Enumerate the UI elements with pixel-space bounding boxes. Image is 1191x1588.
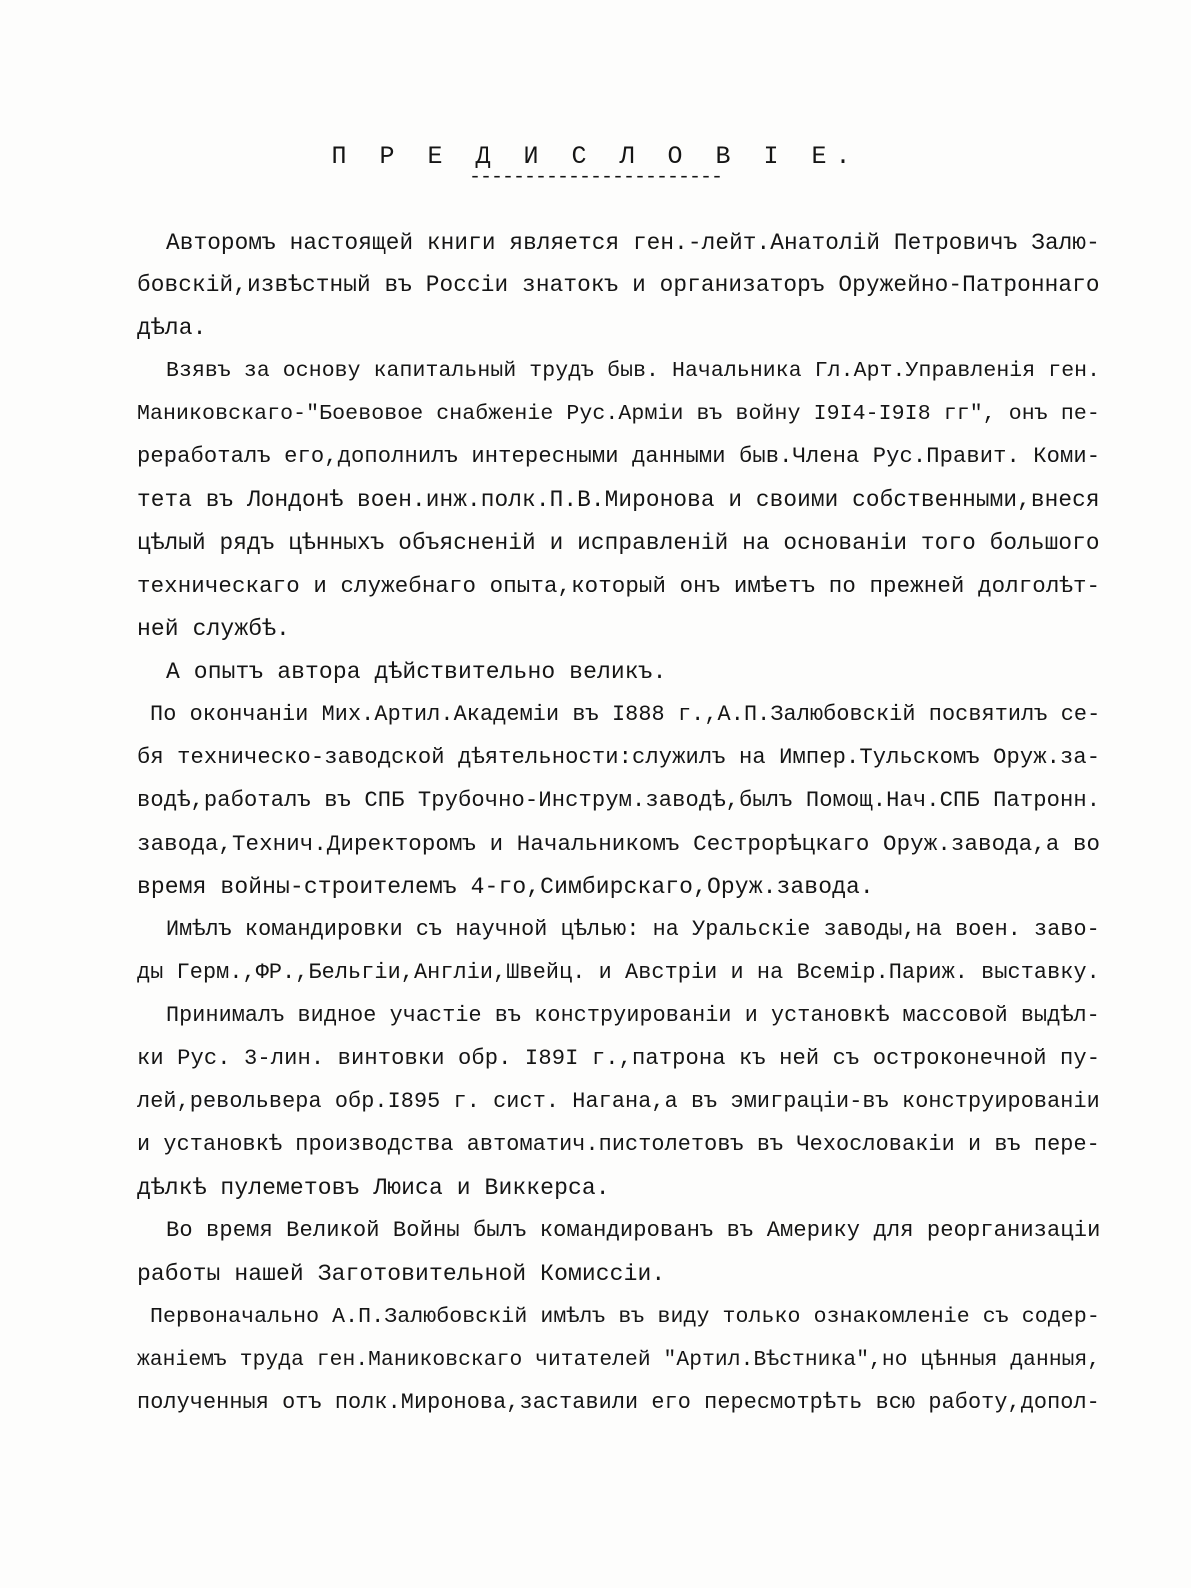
text-line: Авторомъ настоящей книги является ген.-лейт.Анатолій Петровичъ Залю- xyxy=(166,230,1100,256)
text-line: завода,Технич.Директоромъ и Начальникомъ Сестрорѣцкаго Оруж.завода,а во xyxy=(137,831,1101,857)
text-line: дѣлкѣ пулеметовъ Люиса и Виккерса. xyxy=(137,1175,610,1201)
text-line: Маниковскаго-"Боевовое снабженіе Рус.Арміи въ войну I9I4-I9I8 гг", онъ пе- xyxy=(137,402,1100,426)
text-line: лей,револьвера обр.I895 г. сист. Нагана,а въ эмиграціи-въ конструированіи xyxy=(137,1089,1100,1114)
text-line: время войны-строителемъ 4-го,Симбирскаго,Оруж.завода. xyxy=(137,874,874,900)
text-line: А опытъ автора дѣйствительно великъ. xyxy=(166,659,667,685)
text-line: По окончаніи Мих.Артил.Академіи въ I888 г.,А.П.Залюбовскій посвятилъ се- xyxy=(150,702,1101,727)
text-line: Принималъ видное участіе въ конструированіи и установкѣ массовой выдѣл- xyxy=(166,1003,1100,1028)
text-line: Имѣлъ командировки съ научной цѣлью: на Уральскіе заводы,на воен. заво- xyxy=(166,917,1100,942)
title-underline: ----------------------- xyxy=(468,166,723,189)
text-line: работы нашей Заготовительной Комиссіи. xyxy=(137,1261,666,1287)
text-line: дѣла. xyxy=(137,315,207,341)
text-line: ды Герм.,ФР.,Бельгіи,Англіи,Швейц. и Австріи и на Всеміp.Париж. выставку. xyxy=(137,960,1100,985)
text-line: Во время Великой Войны былъ командированъ въ Америку для реорганизаціи xyxy=(166,1218,1101,1243)
text-line: бовскій,извѣстный въ Россіи знатокъ и организаторъ Оружейно-Патроннаго xyxy=(137,272,1100,298)
text-line: жаніемъ труда ген.Маниковскаго читателей "Артил.Вѣстника",но цѣнныя данныя, xyxy=(137,1348,1101,1372)
text-line: ки Рус. 3-лин. винтовки обр. I89I г.,патрона къ ней съ остроконечной пу- xyxy=(137,1046,1101,1071)
text-line: реработалъ его,дополнилъ интересными данными быв.Члена Рус.Правит. Коми- xyxy=(137,444,1101,469)
text-line: цѣлый рядъ цѣнныхъ объясненій и исправленій на основаніи того большого xyxy=(137,530,1100,556)
text-line: и установкѣ производства автоматич.пистолетовъ въ Чехословакіи и въ пере- xyxy=(137,1132,1100,1157)
text-line: техническаго и служебнаго опыта,который онъ имѣетъ по прежней долголѣт- xyxy=(137,573,1101,599)
text-line: Взявъ за основу капитальный трудъ быв. Начальника Гл.Арт.Управленія ген. xyxy=(166,359,1101,383)
page-title: П Р Е Д И С Л О В І Е. xyxy=(331,142,860,171)
text-line: водѣ,работалъ въ СПБ Трубочно-Инструм.заводѣ,былъ Помощ.Нач.СПБ Патронн. xyxy=(137,788,1101,813)
text-line: Первоначально А.П.Залюбовскій имѣлъ въ виду только ознакомленіе съ содер- xyxy=(150,1305,1100,1329)
text-line: ней службѣ. xyxy=(137,616,290,642)
text-line: бя техническо-заводской дѣятельности:служилъ на Импер.Тульскомъ Оруж.за- xyxy=(137,745,1101,770)
text-line: полученныя отъ полк.Миронова,заставили его пересмотрѣть всю работу,допол- xyxy=(137,1390,1100,1415)
text-line: тета въ Лондонѣ воен.инж.полк.П.В.Миронова и своими собственными,внеся xyxy=(137,487,1100,513)
